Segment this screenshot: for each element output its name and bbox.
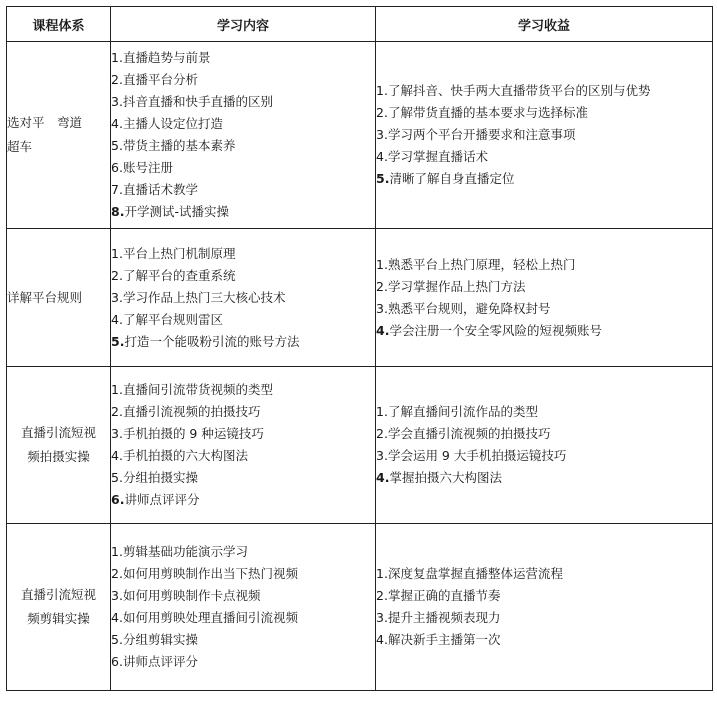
benefit-list (376, 401, 712, 489)
content-list (111, 379, 375, 511)
table-row (7, 229, 713, 367)
list-item: 5.打造一个能吸粉引流的账号方法 (111, 333, 300, 349)
course-system-name: 直播引流短视 (20, 587, 96, 602)
table-row (7, 42, 713, 229)
header-course-system: 课程体系 (7, 7, 111, 42)
course-system-name: 频拍摄实操 (27, 449, 90, 464)
list-item: 7.直播话术教学 (111, 182, 198, 197)
content-list (111, 47, 375, 223)
content-list (111, 243, 375, 353)
learning-benefit-cell (376, 42, 713, 229)
list-item: 3.学会运用 9 大手机拍摄运镜技巧 (376, 448, 567, 463)
list-item: 5.清晰了解自身直播定位 (376, 171, 515, 186)
list-item: 1.直播间引流带货视频的类型 (111, 382, 273, 397)
list-item: 3.如何用剪映制作卡点视频 (111, 588, 261, 603)
learning-content-cell (111, 367, 376, 524)
list-item: 1.平台上热门机制原理 (111, 245, 236, 261)
list-item: 5.分组拍摄实操 (111, 470, 198, 485)
course-system-cell (7, 367, 111, 524)
list-item: 1.深度复盘掌握直播整体运营流程 (376, 566, 563, 581)
list-item: 1.直播趋势与前景 (111, 50, 211, 65)
learning-content-cell (111, 42, 376, 229)
list-item: 4.如何用剪映处理直播间引流视频 (111, 610, 298, 625)
list-item: 2.学会直播引流视频的拍摄技巧 (376, 426, 551, 441)
header-learning-content: 学习内容 (111, 7, 376, 42)
course-system-name: 详解平台规则 (7, 289, 83, 305)
list-item: 2.直播平台分析 (111, 72, 198, 87)
list-item: 2.直播引流视频的拍摄技巧 (111, 404, 261, 419)
benefit-list (376, 254, 712, 342)
list-item: 3.熟悉平台规则，避免降权封号 (376, 300, 551, 316)
list-item: 2.如何用剪映制作出当下热门视频 (111, 566, 298, 581)
list-item: 4.了解平台规则雷区 (111, 311, 223, 327)
list-item: 4.学习掌握直播话术 (376, 149, 488, 164)
list-item: 1.了解直播间引流作品的类型 (376, 404, 538, 419)
list-item: 4.掌握拍摄六大构图法 (376, 470, 502, 485)
course-system-cell (7, 42, 111, 229)
list-item: 4.学会注册一个安全零风险的短视频账号 (376, 322, 602, 338)
content-list (111, 541, 375, 673)
list-item: 3.学习作品上热门三大核心技术 (111, 289, 286, 305)
list-item: 2.了解带货直播的基本要求与选择标准 (376, 105, 588, 120)
table-row (7, 524, 713, 691)
course-system-cell (7, 229, 111, 367)
list-item: 1.了解抖音、快手两大直播带货平台的区别与优势 (376, 83, 651, 98)
list-item: 8.开学测试-试播实操 (111, 204, 229, 219)
list-item: 5.分组剪辑实操 (111, 632, 198, 647)
list-item: 2.掌握正确的直播节奏 (376, 588, 501, 603)
learning-benefit-cell (376, 229, 713, 367)
header-learning-benefit: 学习收益 (376, 7, 713, 42)
list-item: 3.提升主播视频表现力 (376, 610, 501, 625)
learning-content-cell (111, 229, 376, 367)
course-system-name: 超车 (7, 139, 33, 154)
list-item: 6.讲师点评评分 (111, 654, 198, 669)
header-row (7, 7, 713, 42)
list-item: 1.熟悉平台上热门原理，轻松上热门 (376, 256, 576, 272)
list-item: 5.带货主播的基本素养 (111, 138, 236, 153)
list-item: 4.解决新手主播第一次 (376, 632, 501, 647)
course-system-name: 频剪辑实操 (27, 611, 90, 626)
list-item: 3.学习两个平台开播要求和注意事项 (376, 127, 576, 142)
table-row (7, 367, 713, 524)
course-system-name: 选对平 弯道 (7, 115, 83, 130)
learning-benefit-cell (376, 367, 713, 524)
course-system-name: 直播引流短视 (20, 425, 96, 440)
benefit-list (376, 80, 712, 190)
list-item: 4.主播人设定位打造 (111, 116, 223, 131)
list-item: 6.账号注册 (111, 160, 173, 175)
list-item: 2.学习掌握作品上热门方法 (376, 278, 526, 294)
learning-content-cell (111, 524, 376, 691)
course-system-cell (7, 524, 111, 691)
benefit-list (376, 563, 712, 651)
list-item: 4.手机拍摄的六大构图法 (111, 448, 248, 463)
list-item: 3.抖音直播和快手直播的区别 (111, 94, 273, 109)
list-item: 3.手机拍摄的 9 种运镜技巧 (111, 426, 264, 441)
list-item: 2.了解平台的查重系统 (111, 267, 236, 283)
list-item: 6.讲师点评评分 (111, 492, 200, 507)
list-item: 1.剪辑基础功能演示学习 (111, 544, 248, 559)
learning-benefit-cell (376, 524, 713, 691)
curriculum-table (6, 6, 713, 691)
